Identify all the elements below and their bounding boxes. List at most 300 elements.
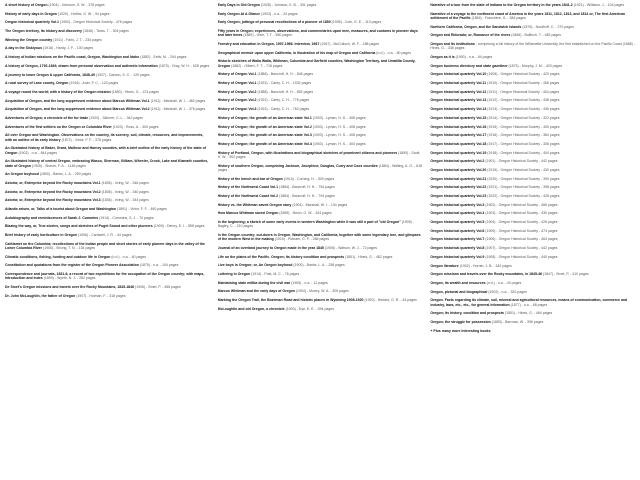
book-meta: (1899) - Wyeth, N. J. - 282 pages — [43, 276, 96, 281]
book-meta: (1875) - Nordhoff, C. - 270 pages — [522, 24, 574, 29]
book-meta: (1905) - Shaver, F. A. - 1146 pages — [31, 163, 86, 168]
book-entry — [430, 203, 636, 207]
book-title: Brief history of early horticulture in Oregon — [5, 233, 77, 238]
book-meta: (1906) - Cardwell, J. R. - 44 pages — [77, 233, 132, 238]
book-meta: (n.d.) - n.a. - 40 pages — [111, 254, 147, 259]
book-entry — [5, 216, 211, 220]
book-entry — [430, 42, 636, 51]
book-entry — [5, 294, 211, 298]
book-title: How Marcus Whitman saved Oregon — [217, 211, 279, 216]
book-entry — [218, 98, 424, 102]
book-meta: (1873) - Murphy, J. M. - 420 pages — [508, 63, 563, 68]
book-entry — [5, 146, 211, 155]
book-entry — [5, 255, 211, 259]
book-title: Oregon historical quarterly Vol.6 — [430, 228, 485, 233]
book-entry — [430, 125, 636, 129]
book-title: Live boys in Oregon; or, An Oregon boyhood — [217, 263, 293, 268]
book-entry — [218, 59, 424, 68]
book-title: Oregon historical quarterly Vol.18 — [430, 141, 487, 146]
book-meta: (1907) - Holman, F. - 318 pages — [76, 293, 126, 298]
book-title: Historic sketches of Walla Walla, Whitman, Columbia and Garfield counties, Washington Territory, and Umatilla County, Oregon — [217, 59, 416, 68]
book-entry — [430, 255, 636, 259]
book-meta: (1903) - Lyman, H. S. - 404 pages — [312, 141, 366, 146]
book-meta: (1903) - Lyman, H. S. - 408 pages — [312, 115, 366, 120]
book-title: History of Oregon; the growth of an American state Vol.4 — [217, 141, 312, 146]
book-meta: (1850) - Hines, G. - 474 pages — [111, 89, 159, 94]
book-meta: (1921) - Oregon Historical Society - 398 pages — [487, 185, 560, 190]
book-title: Early Oregon; jottings of personal recollections of a pioneer of 1850 — [217, 20, 331, 25]
book-title: History of Oregon Vol.3 — [217, 107, 257, 112]
book-title: Oregon historical quarterly Vol.8 — [430, 246, 485, 251]
book-entry — [430, 81, 636, 85]
book-entry — [5, 233, 211, 237]
book-meta: (1906) - Smet, P. - 456 pages — [135, 285, 181, 290]
book-title: Forestry and education in Oregon, 1907-1966. Interview, 1967 — [217, 42, 320, 47]
book-entry — [430, 168, 636, 172]
book-meta: (1911) - Marshall, W. I. - 376 pages — [150, 107, 206, 112]
book-title: History of the Northwest Coast Vol.2 — [217, 193, 279, 198]
book-entry — [430, 211, 636, 215]
book-meta: (1906) - Strong, T. N. - 134 pages — [42, 246, 96, 251]
book-meta: (1920) - Skinner, C. L. - 342 pages — [89, 115, 143, 120]
book-entry — [430, 98, 636, 102]
book-entry — [430, 311, 636, 315]
book-meta: (1884) - Bancroft, H. H. - 754 pages — [279, 185, 335, 190]
book-entry — [218, 289, 424, 293]
book-meta: (1913) - Oregon Historical Society - 446 pages — [487, 107, 560, 112]
book-title: Climatic conditions, fishing, hunting and outdoor life in Oregon — [5, 254, 111, 259]
book-entry — [430, 320, 636, 324]
book-title: History of Oregon Vol.2 — [217, 89, 257, 94]
book-title: History of Oregon Vol.1 — [217, 81, 257, 86]
book-entry — [430, 298, 636, 307]
book-entry — [430, 229, 636, 233]
book-entry — [5, 285, 211, 289]
book-entry — [5, 181, 211, 185]
book-entry — [218, 298, 424, 302]
book-meta: (1912) - Oregon Historical Society - 438 pages — [487, 98, 560, 103]
book-meta: (1915) - Putnam, G. P. - 268 pages — [274, 237, 330, 242]
book-entry — [5, 46, 211, 50]
book-meta: (1870) - Gray, W. H. - 628 pages — [158, 63, 210, 68]
book-meta: (1886) - Bancroft, H. H. - 846 pages — [257, 72, 314, 77]
book-meta: (1903) - Lyman, H. S. - 408 pages — [312, 133, 366, 138]
book-meta: (1836) - Irving, W. - 344 pages — [101, 198, 149, 203]
book-title: Winning the Oregon country — [5, 37, 53, 42]
book-title: Journal of an overland journey to Oregon made in the year 1845 — [217, 245, 324, 250]
book-title: A history of Oregon, 1792-1849, drawn from personal observation and authentic information — [5, 63, 158, 68]
book-entry — [430, 142, 636, 146]
book-title: Oregon historical quarterly Vol.7 — [430, 237, 485, 242]
book-title: Blazing the way, or, True stories, songs and sketches of Puget Sound and other pioneers — [5, 224, 153, 229]
book-title: Acquisition of Oregon, and the long suppressed evidence about Marcus Whitman Vol.2 — [5, 107, 150, 112]
book-title: An Oregon boyhood — [5, 172, 39, 177]
book-title: Oregon; the struggle for possession — [430, 319, 491, 324]
book-meta: (1891) - Victor, F. F. - 460 pages — [117, 207, 167, 212]
book-entry — [430, 133, 636, 137]
book-meta: (1882) - Eells, M. - 294 pages — [140, 55, 187, 60]
book-meta: (1875) - n.a. - 104 pages — [139, 263, 179, 268]
book-entry — [5, 12, 211, 16]
book-title: A journey to lower Oregon & upper California, 1848-49 — [5, 72, 95, 77]
book-title: Oregon historical quarterly Vol.13 — [430, 98, 487, 103]
book-entry — [218, 164, 424, 173]
book-entry — [430, 220, 636, 224]
book-title: Oregon. Facts regarding its climate, soil, mineral and agricultural resources, means of communication, commerce and industry, laws, etc., etc., for general information — [430, 298, 628, 307]
book-entry — [430, 25, 636, 29]
book-meta: (1909) - Oregon Historical Society - 420 pages — [487, 72, 560, 77]
book-entry — [5, 99, 211, 103]
book-title: Marcus Whitman and the early days of Oregon — [217, 289, 295, 294]
book-meta: (1877) - n.a. - 68 pages — [510, 302, 548, 307]
book-meta: (1967) - McCulloch, W. F. - 188 pages — [320, 42, 380, 47]
book-title: Oregon as it is — [430, 55, 455, 60]
book-entry — [218, 177, 424, 181]
book-meta: (1905) - Cole, G. E. - 110 pages — [331, 20, 382, 25]
book-entry — [218, 81, 424, 85]
book-title: History of Portland, Oregon, with illustrations and biographical sketches of prominent citizens and pioneers — [217, 150, 398, 155]
book-meta: (1908) - Oregon Historical Society - 440 pages — [485, 254, 558, 259]
book-meta: (1904) - Oregon Historical Society - 426 pages — [485, 220, 558, 225]
book-meta: (1911) - Marshall, W. I. - 482 pages — [150, 98, 206, 103]
book-title: Maintaining state militia during the civil war — [217, 280, 291, 285]
book-entry — [218, 72, 424, 76]
book-meta: (1916) - Hardy, J. F. - 100 pages — [43, 46, 94, 51]
book-entry — [5, 3, 211, 7]
book-meta: (1905) - n.a. - 12 pages — [291, 280, 328, 285]
book-meta: (1902) - Horner, J. B. - 342 pages — [459, 263, 512, 268]
book-title: Loitering in Oregon — [217, 272, 251, 277]
book-meta: (1922) - Carey, C. H. - 762 pages — [257, 107, 310, 112]
book-title: Oregon historical quarterly Vol.11 — [430, 81, 487, 86]
book-title: Oregon business directory and state gazetteer — [430, 63, 508, 68]
book-entry — [5, 190, 211, 194]
book-entry — [5, 159, 211, 168]
book-column-2 — [218, 3, 424, 480]
book-entry — [218, 272, 424, 276]
book-entry — [430, 3, 636, 7]
book-title: Northern California, Oregon, and the Sandwich islands — [430, 24, 522, 29]
book-meta: (1915) - Oregon Historical Society - 400 pages — [487, 124, 560, 129]
book-title: Oregon historical quarterly Vol.23 — [430, 194, 487, 199]
book-title: Oregon historical quarterly Vol.5 — [430, 220, 485, 225]
book-title: Life on the plains of the Pacific. Oregon; its history condition and prospects — [217, 254, 345, 259]
book-title: Dr. John McLoughlin, the father of Oregon — [5, 293, 76, 298]
book-title: Astoria; or, Enterprise beyond the Rocky mountains Vol.3 — [5, 198, 101, 203]
book-entry — [5, 81, 211, 85]
book-title: McLoughlin and old Oregon, a chronicle — [217, 306, 285, 311]
book-title: A rural survey of Lane county, Oregon — [5, 81, 69, 86]
book-entry — [218, 51, 424, 55]
book-meta: (1910) - Oregon Historical Society - 456 pages — [487, 81, 560, 86]
book-meta: (1914) - Oregon Historical Society - 322 pages — [487, 115, 560, 120]
book-entry — [218, 151, 424, 160]
book-entry — [5, 29, 211, 33]
book-entry — [430, 116, 636, 120]
book-title: Oregon historical quarterly Vol.9 — [430, 254, 485, 259]
book-meta: (1904) - Marshall, W. I. - 134 pages — [292, 202, 348, 207]
book-title: Oregon, its wealth and resources — [430, 280, 486, 285]
book-meta: (1902) - n.a. - 320 pages — [488, 289, 527, 294]
book-title: Oregon historical quarterly Vol.16 — [430, 124, 487, 129]
book-entry — [430, 177, 636, 181]
book-entry — [430, 151, 636, 155]
book-meta: (1890) - Banks, L. A. - 250 pages — [39, 172, 92, 177]
book-title: + Plus many more interesting books — [430, 328, 491, 333]
book-entry — [5, 38, 211, 42]
book-entry — [218, 263, 424, 267]
book-title: Oregon historical quarterly Vol.17 — [430, 133, 487, 138]
book-title: Constitution and quotations from the register of the Oregon Pioneer Association — [5, 263, 139, 268]
book-meta: (1905) - Watson, W. J. - 72 pages — [324, 245, 378, 250]
book-title: The Oregon territory, its history and discovery — [5, 29, 82, 34]
book-meta: (1846) - Twiss, T. - 304 pages — [82, 29, 129, 34]
book-column-1 — [5, 3, 211, 480]
book-meta: (1903) - n.a. - 24 pages — [261, 11, 298, 16]
book-meta: (1919) - Oregon Historical Society - 430 pages — [487, 167, 560, 172]
book-title: Oregon, pictorial and biographical — [430, 289, 488, 294]
book-meta: (1923) - Ross, A. - 400 pages — [112, 124, 159, 129]
book-title: Oregon; its history, condition and prospects — [430, 311, 504, 316]
book-title: A day in the Siskiyous — [5, 46, 43, 51]
book-entry — [5, 116, 211, 120]
book-meta: (n.d.) - n.a. - 40 pages — [486, 280, 522, 285]
book-meta: (1920) - Hobbs, G. W. - 94 pages — [57, 11, 110, 16]
book-entry — [5, 272, 211, 281]
book-meta: (1927) - Damon, S. C. - 120 pages — [95, 72, 150, 77]
book-title: Oregon literature — [430, 263, 459, 268]
book-entry — [5, 20, 211, 24]
book-meta: (1903) - Oregon Historical Society - 430 pages — [485, 211, 558, 216]
book-meta: (1866) - Bulfinch, T. - 482 pages — [511, 33, 562, 38]
book-entry — [218, 133, 424, 137]
book-title: Oregon historical quarterly Vol.4 — [430, 211, 485, 216]
book-title: A short history of Oregon — [5, 3, 48, 7]
book-meta: (1872) - Victor, F. F. - 378 pages — [61, 137, 112, 142]
book-meta: (1914) - Cummins, S. J. - 70 pages — [99, 215, 154, 220]
book-entry — [218, 12, 424, 16]
book-entry — [218, 90, 424, 94]
book-title: Oregon historical quarterly Vol.2 — [430, 159, 485, 164]
book-meta: (n.d.) - n.a. - 80 pages — [376, 50, 412, 55]
book-title: Oregon and Eldorado; or, Romance of the rivers — [430, 33, 511, 38]
book-meta: (1836) - Irving, W. - 346 pages — [101, 180, 149, 185]
book-meta: (1910) - Corning, H. - 300 pages — [283, 176, 335, 181]
book-title: History of early days in Oregon — [5, 11, 57, 16]
book-entry — [430, 246, 636, 250]
book-title: De Smet's Oregon missions and travels over the Rocky Mountains, 1845-1846 — [5, 285, 135, 290]
book-title: Atlantis arisen, or, Talks of a tourist about Oregon and Washington — [5, 207, 117, 212]
book-column-3 — [430, 3, 636, 480]
book-entry — [430, 264, 636, 268]
book-meta: (1911) - Oregon Historical Society - 404 pages — [487, 89, 560, 94]
book-title: Narrative of a tour from the state of Indiana to the Oregon territory in the years 1841-2 — [430, 3, 573, 7]
book-meta: (1854) - Franchère, G. - 384 pages — [471, 15, 526, 20]
book-meta: (1851) - Hines, G. - 464 pages — [504, 311, 553, 316]
book-title: History of southern Oregon, comprising Jackson, Josephine, Douglas, Curry and Coos counties — [217, 163, 378, 168]
book-title: Oregon missions and travels over the Rocky mountains, in 1845-46 — [430, 272, 542, 277]
book-meta: (1907) - Oregon Historical Society - 442 pages — [485, 246, 558, 251]
book-title: Adventures of the first settlers on the Oregon or Columbia River — [5, 124, 112, 129]
book-meta: (1900) - Dye, E. E. - 394 pages — [285, 306, 335, 311]
book-entry — [430, 194, 636, 198]
book-title: Oregon historical quarterly Vol.1 — [5, 20, 60, 25]
book-entry — [430, 272, 636, 276]
book-title: History of Oregon; the growth of an American state Vol.2 — [217, 124, 312, 129]
book-entry — [5, 224, 211, 228]
book-meta: ; comprising a full history of the Willamette University, the first established on the Pacific Coast (1868) - Hines, G. - 336 pages — [430, 42, 635, 51]
book-meta: (1909) - Denny, E. I. - 558 pages — [153, 224, 205, 229]
book-meta: (1883) - Barrows, W. - 396 pages — [491, 319, 544, 324]
book-title: History of the bench and bar of Oregon — [217, 176, 283, 181]
book-entry — [218, 307, 424, 311]
book-title: Oregon historical quarterly Vol.14 — [430, 107, 487, 112]
book-title: A history of Indian missions on the Pacific coast, Oregon, Washington and Idaho — [5, 55, 140, 60]
book-title: Oregon historical quarterly Vol.21 — [430, 176, 487, 181]
book-meta: (1884) - Walling, A. G. - 618 pages — [217, 163, 422, 172]
book-title: Oregon historical quarterly Vol.15 — [430, 115, 487, 120]
book-title: Autobiography and reminiscences of Sarah J. Cummins — [5, 215, 99, 220]
book-title: In the beginning; a sketch of some early events in western Washington while it was still a part of "old Oregon" — [217, 220, 401, 224]
book-title: Oregon historical quarterly Vol.12 — [430, 89, 487, 94]
book-meta: (1922) - Carey, C. H. - 776 pages — [257, 98, 310, 103]
book-meta: (1836) - Irving, W. - 340 pages — [101, 189, 149, 194]
book-meta: (1901) - Oregon Historical Society - 442 pages — [485, 159, 558, 164]
book-title: Oregon and its institutions — [430, 42, 475, 47]
book-meta: (1918) - Oregon Historical Society - 404 pages — [487, 150, 560, 155]
book-meta: (1900) - n.a. - 64 pages — [455, 55, 493, 60]
book-meta: (1882) - Gilbert, F. T. - 718 pages — [231, 63, 283, 68]
book-entry — [430, 55, 636, 59]
book-title: Oregon historical quarterly Vol.19 — [430, 150, 487, 155]
book-entry — [218, 42, 424, 46]
book-entry — [430, 237, 636, 241]
book-entry — [430, 185, 636, 189]
book-meta: (1888) - Bancroft, H. H. - 852 pages — [257, 89, 314, 94]
book-entry — [5, 133, 211, 142]
book-title: Early Oregon At A Glance — [217, 11, 261, 16]
book-meta: (1922) - Carey, C. H. - 1032 pages — [257, 81, 312, 86]
book-entry — [5, 242, 211, 251]
book-meta: (1914) - Post, M. C. - 76 pages — [251, 272, 300, 277]
book-entry — [218, 211, 424, 215]
book-entry — [430, 12, 636, 21]
book-title: Astoria; or, Enterprise beyond the Rocky mountains Vol.2 — [5, 189, 101, 194]
book-title: In the Oregon country; out-doors in Oregon, Washington, and California, together with some legendary lore, and glimpses of the modern West in the making — [217, 232, 421, 242]
book-title: Adventures of Oregon; a chronicle of the fur trade — [5, 115, 89, 120]
book-title: Oregon historical quarterly Vol.20 — [430, 167, 487, 172]
book-entry — [218, 255, 424, 259]
book-entry — [218, 203, 424, 207]
book-entry — [430, 72, 636, 76]
book-entry — [218, 246, 424, 250]
book-entry — [5, 207, 211, 211]
book-meta: (1900) - Oregon Historical Society - 476 pages — [60, 20, 133, 25]
book-meta: (1902) - n.a. - 844 pages — [18, 150, 57, 155]
book-title: A voyage round the world; with a history of the Oregon mission — [5, 89, 111, 94]
book-title: An illustrated history of Baker, Grant, Malheur and Harney counties, with a brief outline of the early history of the state of Oregon — [5, 146, 206, 155]
book-meta: (1890) - Scott, H. W. - 902 pages — [217, 150, 421, 159]
book-meta: (1905) - Oregon Historical Society - 474 pages — [485, 228, 558, 233]
book-meta: (1920) - Oregon Historical Society - 390 pages — [487, 176, 560, 181]
book-title: History of Oregon; the growth of an American state Vol.1 — [217, 115, 312, 120]
book-meta: (1900) - Banks, L. A. - 258 pages — [293, 263, 345, 268]
book-title: Oregon historical quarterly Vol.22 — [430, 185, 487, 190]
book-entry — [218, 194, 424, 198]
book-entry — [5, 172, 211, 176]
book-entry — [5, 263, 211, 267]
book-meta: (1904) - Mowry, W. A. - 300 pages — [295, 289, 349, 294]
book-title: Early Days in Old Oregon — [217, 3, 260, 7]
book-meta: (1847) - Smet, P. - 410 pages — [542, 272, 589, 277]
book-meta: (1917) - Oregon Historical Society - 336 pages — [487, 141, 560, 146]
book-meta: (1895) - Nixon, O. W. - 344 pages — [279, 211, 332, 216]
book-entry — [218, 116, 424, 120]
book-meta: (1922) - Oregon Historical Society - 428 pages — [487, 194, 560, 199]
book-title: History of Oregon Vol.2 — [217, 98, 257, 103]
book-entry — [5, 107, 211, 111]
book-title: History of Oregon; the growth of an American state Vol.3 — [217, 133, 312, 138]
book-title: Correspondence and journals, 1831-6, a record of two expeditions for the occupation of the Oregon country; with maps, introduction and index — [5, 272, 205, 281]
book-title: An illustrated history of central Oregon, embracing Wasco, Sherman, Gilliam, Wheeler, Crook, Lake and Klamath counties, state of Oregon — [5, 159, 209, 168]
book-entry — [218, 107, 424, 111]
book-meta: (1911) - Faris, J. T. - 234 pages — [53, 37, 102, 42]
book-meta: (1851) - Hines, G. - 462 pages — [345, 254, 393, 259]
book-title: Oregon historical quarterly Vol.3 — [430, 202, 485, 207]
book-entry — [430, 90, 636, 94]
book-entry — [430, 329, 636, 333]
book-entry — [5, 198, 211, 202]
book-meta: (1916) - Auer, F. C. - 124 pages — [69, 81, 119, 86]
book-entry — [218, 220, 424, 229]
book-title: Acquisition of Oregon, and the long suppressed evidence about Marcus Whitman Vol.1 — [5, 98, 150, 103]
book-title: Marking the Oregon Trail, the Bozeman Road and historic places in Wyoming 1908-1920 — [217, 298, 364, 303]
book-meta: (1921) - Williams, J. - 104 pages — [573, 3, 625, 7]
book-entry — [430, 107, 636, 111]
book-meta: (1902) - Oregon Historical Society - 466 pages — [485, 202, 558, 207]
book-title: Astoria; or, Enterprise beyond the Rocky mountains Vol.1 — [5, 180, 101, 185]
book-meta: (1928) - Johnson, K. B. - 331 pages — [260, 3, 317, 7]
book-entry — [218, 233, 424, 242]
book-entry — [5, 64, 211, 68]
book-title: Geographical memoir upon upper California, in illustration of his map of Oregon and California — [217, 50, 376, 55]
book-title: History of Oregon Vol.1 — [217, 72, 257, 77]
book-meta: (1889) - Geer, T. T. - 550 pages — [243, 33, 292, 38]
book-title: History of the Northwest Coast Vol.1 — [217, 185, 279, 190]
book-entry — [218, 185, 424, 189]
book-entry — [430, 290, 636, 294]
book-meta: (1916) - Oregon Historical Society - 384 pages — [487, 133, 560, 138]
book-entry — [218, 29, 424, 38]
book-entry — [430, 281, 636, 285]
book-meta: (1920) - Hebard, G. R. - 44 pages — [364, 298, 417, 303]
book-meta: (1904) - Johnson, S. W. - 378 pages — [48, 3, 105, 7]
book-entry — [5, 73, 211, 77]
book-meta: (1903) - Lyman, H. S. - 408 pages — [312, 124, 366, 129]
book-entry — [218, 142, 424, 146]
book-title: All over Oregon and Washington. Observations on the country, its scenery, soil, climate, resources, and improvements, with an outline of its early history — [5, 133, 204, 142]
book-entry — [430, 64, 636, 68]
book-title: Fifty years in Oregon; experiences, observations, and commentaries upon men, measures, and customs in pioneer days and later times — [217, 29, 418, 38]
book-entry — [5, 55, 211, 59]
book-title: History vs. the Whitman saved Oregon story — [217, 202, 292, 207]
book-entry — [218, 125, 424, 129]
book-title: Oregon historical quarterly Vol.10 — [430, 72, 487, 77]
book-title: Cathlamet on the Columbia; recollections of the Indian people and short stories of early pioneer days in the valley of the Lower Columbia River — [5, 241, 205, 251]
book-entry — [5, 90, 211, 94]
book-meta: (1905) - Bagley, C. - 210 pages — [217, 220, 415, 229]
book-entry — [5, 125, 211, 129]
